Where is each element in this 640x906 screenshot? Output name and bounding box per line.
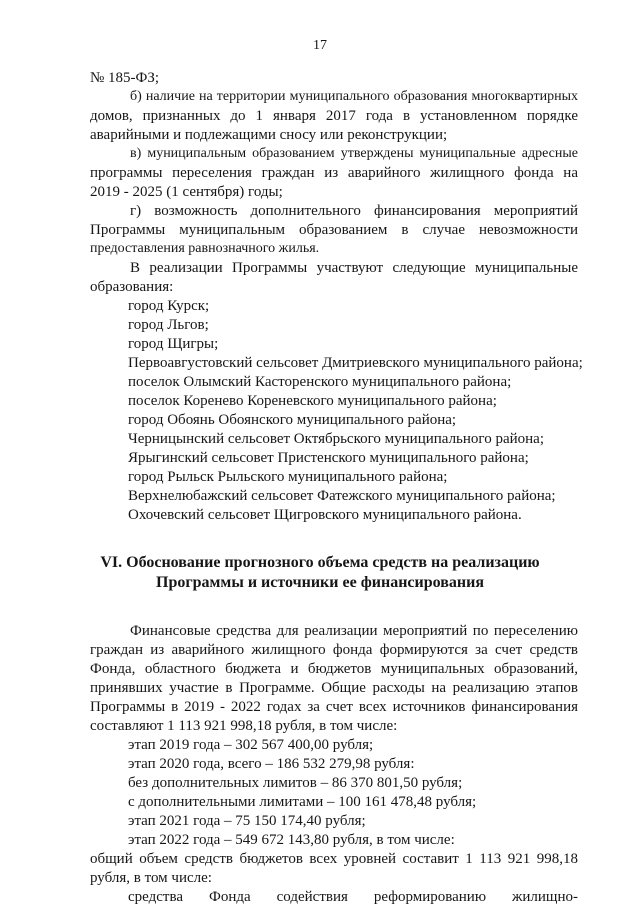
list-item: этап 2020 года, всего – 186 532 279,98 рубля: (128, 756, 415, 772)
list-item: город Рыльск Рыльского муниципального района; (128, 469, 448, 485)
list-item: город Льгов; (128, 317, 209, 333)
list-item: Охочевский сельсовет Щигровского муниципального района. (128, 507, 522, 523)
text-line: В реализации Программы участвуют следующие муниципальные (130, 260, 578, 276)
text-line: в) муниципальным образованием утверждены муниципальные адресные (130, 146, 578, 161)
section-heading: Программы и источники ее финансирования (156, 574, 484, 591)
text-line: предоставления равнозначного жилья. (90, 241, 320, 256)
list-item: город Обоянь Обоянского муниципального района; (128, 412, 457, 428)
list-item: город Курск; (128, 298, 210, 314)
text-line: Фонда, областного бюджета и бюджетов муниципальных образований, (90, 661, 578, 677)
text-line: б) наличие на территории муниципального образования многоквартирных (130, 89, 578, 104)
list-item: без дополнительных лимитов – 86 370 801,50 рубля; (128, 775, 463, 791)
list-item: этап 2021 года – 75 150 174,40 рубля; (128, 813, 366, 829)
list-item: город Щигры; (128, 336, 219, 352)
list-item: этап 2019 года – 302 567 400,00 рубля; (128, 737, 374, 753)
text-line: Программы в 2019 - 2022 годах за счет всех источников финансирования (90, 699, 578, 715)
list-item: Черницынский сельсовет Октябрьского муниципального района; (128, 431, 544, 447)
text-line: граждан из аварийного жилищного фонда формируются за счет средств (90, 642, 578, 658)
list-item: Ярыгинский сельсовет Пристенского муниципального района; (128, 450, 529, 466)
text-line: аварийными и подлежащими сносу или реконструкции; (90, 127, 448, 143)
page-number: 17 (313, 38, 327, 53)
text-line: 2019 - 2025 (1 сентября) годы; (90, 184, 283, 200)
text-line: средства Фонда содействия реформированию жилищно- (128, 889, 578, 905)
list-item: этап 2022 года – 549 672 143,80 рубля, в том числе: (128, 832, 455, 848)
list-item: поселок Олымский Касторенского муниципального района; (128, 374, 512, 390)
text-line: составляют 1 113 921 998,18 рубля, в том числе: (90, 718, 398, 734)
list-item: Верхнелюбажский сельсовет Фатежского муниципального района; (128, 488, 556, 504)
text-line: Программы муниципальным образованием в случае невозможности (90, 222, 578, 238)
section-heading: VI. Обоснование прогнозного объема средств на реализацию (100, 554, 540, 571)
text-line: программы переселения граждан из аварийного жилищного фонда на (90, 165, 578, 181)
text-line: № 185-ФЗ; (90, 70, 160, 86)
text-line: Финансовые средства для реализации мероприятий по переселению (130, 623, 578, 639)
text-line: принявших участие в Программе. Общие расходы на реализацию этапов (90, 680, 578, 696)
text-line: образования: (90, 279, 174, 295)
text-line: общий объем средств бюджетов всех уровней составит 1 113 921 998,18 (90, 851, 578, 867)
text-line: рубля, в том числе: (90, 870, 212, 886)
list-item: поселок Коренево Кореневского муниципального района; (128, 393, 497, 409)
list-item: с дополнительными лимитами – 100 161 478,48 рубля; (128, 794, 477, 810)
list-item: Первоавгустовский сельсовет Дмитриевского муниципального района; (128, 355, 583, 371)
text-line: домов, признанных до 1 января 2017 года в установленном порядке (90, 108, 578, 124)
text-line: г) возможность дополнительного финансирования мероприятий (130, 203, 578, 219)
